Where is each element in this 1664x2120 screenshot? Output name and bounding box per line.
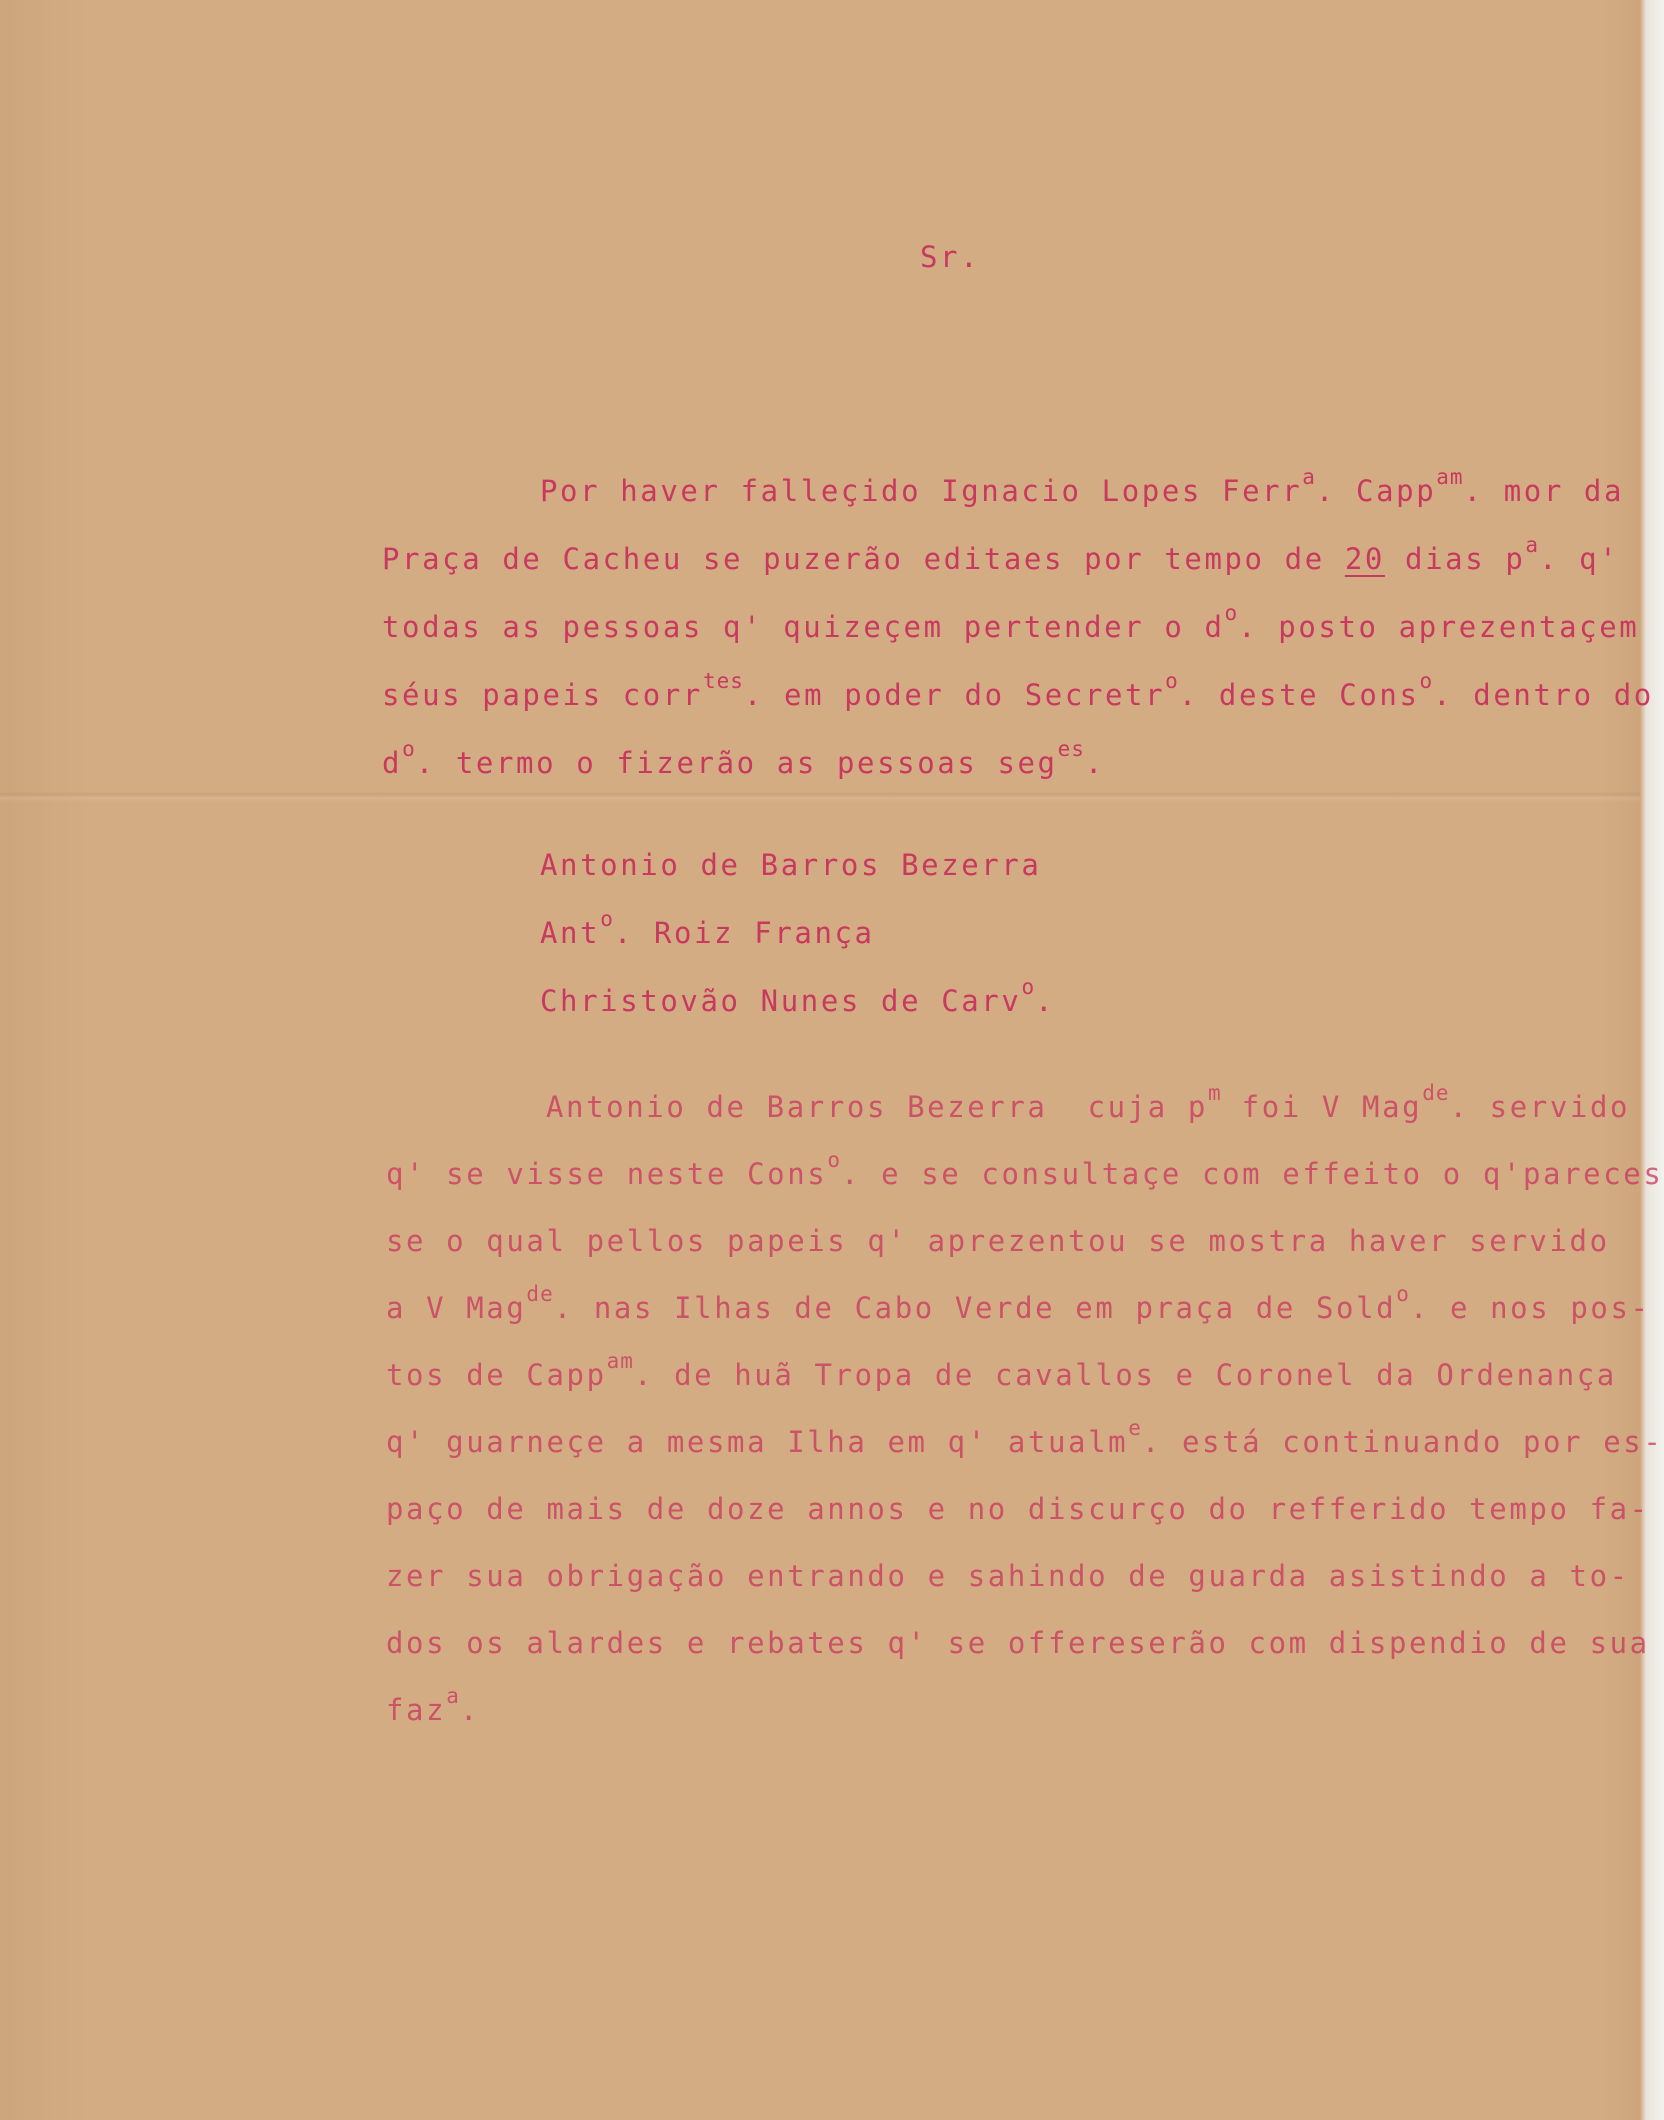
text-run: . posto aprezentaçem xyxy=(1238,610,1640,644)
superscript: tes xyxy=(702,669,744,693)
salutation: Sr. xyxy=(920,240,981,274)
superscript: o xyxy=(402,737,416,761)
superscript: o xyxy=(827,1148,841,1172)
name-2 xyxy=(540,907,875,950)
superscript: a xyxy=(1302,465,1316,489)
text-run: Ant xyxy=(540,916,601,950)
text-run: dias p xyxy=(1384,542,1526,576)
superscript: a xyxy=(1525,533,1540,557)
text-run: . dentro do xyxy=(1433,678,1654,712)
paragraph2-line9: dos os alardes e rebates q' se offereserão com dispendio de sua xyxy=(386,1626,1650,1660)
superscript: o xyxy=(1021,975,1036,999)
superscript: am xyxy=(1436,465,1464,489)
text-run: . mor da xyxy=(1463,474,1625,508)
paragraph2-line8: zer sua obrigação entrando e sahindo de guarda asistindo a to- xyxy=(386,1559,1630,1593)
text-run: . nas Ilhas de Cabo Verde em praça de Sold xyxy=(553,1291,1397,1325)
paragraph2-line6 xyxy=(386,1416,1664,1459)
paragraph2-line2 xyxy=(386,1148,1664,1191)
text-run: todas as pessoas q' quizeçem pertender o d xyxy=(382,610,1225,644)
superscript: e xyxy=(1128,1416,1142,1440)
superscript: o xyxy=(1224,601,1239,625)
superscript: m xyxy=(1207,1081,1222,1105)
text-run: . está continuando por es- xyxy=(1141,1425,1664,1459)
paragraph2-line4 xyxy=(386,1282,1651,1325)
paragraph2-line5 xyxy=(386,1349,1617,1392)
text-run: . servido xyxy=(1449,1090,1631,1124)
text-run: . e nos pos- xyxy=(1409,1291,1651,1325)
text-run: séus papeis corr xyxy=(382,678,703,712)
superscript: de xyxy=(526,1282,554,1306)
superscript: de xyxy=(1422,1081,1450,1105)
text-run: . xyxy=(1035,984,1056,1018)
paragraph2-line3: se o qual pellos papeis q' aprezentou se mostra haver servido xyxy=(386,1224,1610,1258)
paragraph2-line10 xyxy=(386,1684,480,1727)
text-run: tos de Capp xyxy=(386,1358,607,1392)
superscript: am xyxy=(606,1349,634,1373)
text-run: . Capp xyxy=(1315,474,1437,508)
paragraph1-line5 xyxy=(382,737,1105,780)
text-run: . em poder do Secretr xyxy=(743,678,1166,712)
text-run: Praça de Cacheu se puzerão editaes por tempo de xyxy=(382,542,1345,576)
paragraph2-line1 xyxy=(546,1081,1631,1124)
text-run: . de huã Tropa de cavallos e Coronel da Ordenança xyxy=(633,1358,1617,1392)
superscript: o xyxy=(1419,669,1434,693)
text-run: . Roiz França xyxy=(613,916,875,950)
paragraph2-line7: paço de mais de doze annos e no discurço do refferido tempo fa- xyxy=(386,1492,1650,1526)
text-run: q' se visse neste Cons xyxy=(386,1157,828,1191)
text-run: . termo o fizerão as pessoas seg xyxy=(415,746,1058,780)
superscript: a xyxy=(446,1684,460,1708)
text-run: . xyxy=(1084,746,1105,780)
text-run: . deste Cons xyxy=(1178,678,1420,712)
paragraph1-line1 xyxy=(540,465,1625,508)
text-run: . q' xyxy=(1539,542,1620,576)
superscript: o xyxy=(1165,669,1179,693)
text-run: Por haver falleçido Ignacio Lopes Ferr xyxy=(540,474,1303,508)
text-run: d xyxy=(382,746,403,780)
text-run: . e se consultaçe com effeito o q'pareces xyxy=(840,1157,1664,1191)
paragraph1-line2 xyxy=(382,533,1620,576)
text-run: Christovão Nunes de Carv xyxy=(540,984,1022,1018)
paragraph1-line3 xyxy=(382,601,1640,644)
superscript: es xyxy=(1057,737,1085,761)
text-run: . xyxy=(459,1693,480,1727)
text-run: Antonio de Barros Bezerra cuja p xyxy=(546,1090,1208,1124)
superscript: o xyxy=(600,907,614,931)
name-3 xyxy=(540,975,1056,1018)
name-1: Antonio de Barros Bezerra xyxy=(540,848,1042,882)
text-run: q' guarneçe a mesma Ilha em q' atualm xyxy=(386,1425,1129,1459)
text-run: foi V Mag xyxy=(1221,1090,1423,1124)
superscript: o xyxy=(1396,1282,1410,1306)
page-edge xyxy=(1640,0,1664,2120)
text-run: a V Mag xyxy=(386,1291,527,1325)
underlined-number: 20 xyxy=(1344,542,1385,576)
paragraph1-line4 xyxy=(382,669,1654,712)
text-run: faz xyxy=(386,1693,447,1727)
